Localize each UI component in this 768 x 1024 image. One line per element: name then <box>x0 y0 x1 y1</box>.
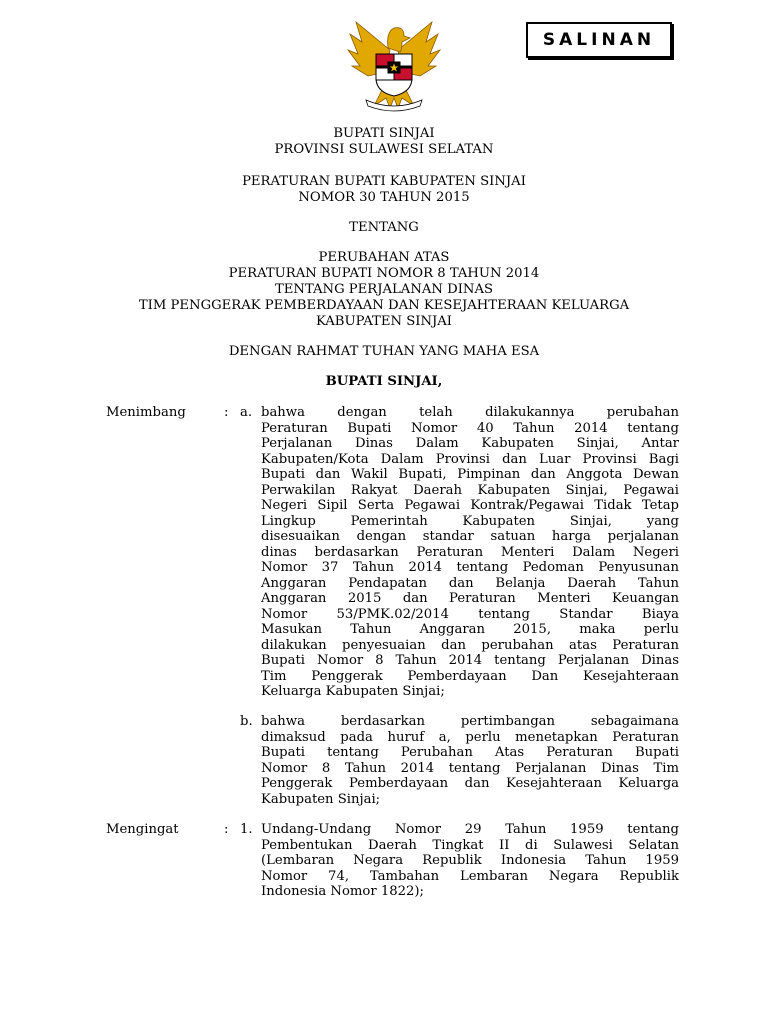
paragraph-line: Perwakilan Rakyat Daerah Kabupaten Sinjai, Pegawai <box>261 482 679 498</box>
paragraph-line: dilakukan penyesuaian dan perubahan atas Peraturan <box>261 637 679 653</box>
paragraph-line: Anggaran Pendapatan dan Belanja Daerah Tahun <box>261 575 679 591</box>
menimbang-label: Menimbang <box>106 405 186 420</box>
paragraph-line: Pembentukan Daerah Tingkat II di Sulawesi Selatan <box>261 837 679 853</box>
subject-line: PERUBAHAN ATAS <box>318 250 450 265</box>
paragraph-line: Peraturan Bupati Nomor 40 Tahun 2014 tentang <box>261 420 679 436</box>
invocation: DENGAN RAHMAT TUHAN YANG MAHA ESA <box>228 344 540 359</box>
paragraph-line: Penggerak Pemberdayaan dan Kesejahteraan Keluarga <box>261 776 679 791</box>
paragraph-line: Kabupaten Sinjai; <box>261 791 381 807</box>
paragraph-line: Negeri Sipil Serta Pegawai Kontrak/Pegawai Tidak Tetap <box>261 498 679 513</box>
paragraph-line: Masukan Tahun Anggaran 2015, maka perlu <box>261 622 679 637</box>
paragraph-line: (Lembaran Negara Republik Indonesia Tahun 1959 <box>261 853 679 868</box>
item-marker: a. <box>240 405 253 420</box>
paragraph-line: Perjalanan Dinas Dalam Kabupaten Sinjai, Antar <box>261 436 679 451</box>
paragraph-line: Nomor 37 Tahun 2014 tentang Pedoman Penyusunan <box>261 560 679 575</box>
paragraph-line: bahwa dengan telah dilakukannya perubahan <box>261 405 679 420</box>
item-marker: b. <box>240 714 253 729</box>
paragraph-line: Nomor 74, Tambahan Lembaran Negara Republik <box>261 868 679 884</box>
paragraph-line: Bupati Nomor 8 Tahun 2014 tentang Perjalanan Dinas <box>261 653 679 668</box>
menimbang-item-a <box>261 405 679 700</box>
province-title: PROVINSI SULAWESI SELATAN <box>274 142 494 157</box>
regulation-number: NOMOR 30 TAHUN 2015 <box>298 190 470 205</box>
salinan-stamp: SALINAN <box>526 22 672 58</box>
paragraph-line: Nomor 53/PMK.02/2014 tentang Standar Biaya <box>261 606 679 622</box>
regulation-title: PERATURAN BUPATI KABUPATEN SINJAI <box>242 174 526 189</box>
paragraph-line: Undang-Undang Nomor 29 Tahun 1959 tentang <box>261 822 679 837</box>
paragraph-line: dimaksud pada huruf a, perlu menetapkan Peraturan <box>261 729 679 745</box>
paragraph-line: Bupati tentang Perubahan Atas Peraturan Bupati <box>261 745 679 760</box>
paragraph-line: Nomor 8 Tahun 2014 tentang Perjalanan Dinas Tim <box>261 760 679 776</box>
paragraph-line: Tim Penggerak Pemberdayaan Dan Kesejahteraan <box>261 668 679 684</box>
paragraph-line: Bupati dan Wakil Bupati, Pimpinan dan Anggota Dewan <box>261 467 679 482</box>
mengingat-label: Mengingat <box>106 822 179 837</box>
subject-line: KABUPATEN SINJAI <box>315 314 453 329</box>
paragraph-line: Anggaran 2015 dan Peraturan Menteri Keuangan <box>261 591 679 606</box>
authority-title: BUPATI SINJAI <box>333 126 435 141</box>
paragraph-line: Kabupaten/Kota Dalam Provinsi dan Luar Provinsi Bagi <box>261 451 679 467</box>
mengingat-colon: : <box>224 822 229 837</box>
subject-line: TENTANG PERJALANAN DINAS <box>274 282 494 297</box>
paragraph-line: bahwa berdasarkan pertimbangan sebagaimana <box>261 714 679 729</box>
signatory-heading: BUPATI SINJAI, <box>325 374 443 389</box>
paragraph-line: Lingkup Pemerintah Kabupaten Sinjai, yang <box>261 513 679 529</box>
subject-line: TIM PENGGERAK PEMBERDAYAAN DAN KESEJAHTERAAN KELUARGA <box>138 298 630 313</box>
paragraph-line: disesuaikan dengan standar satuan harga perjalanan <box>261 529 679 544</box>
subject-line: PERATURAN BUPATI NOMOR 8 TAHUN 2014 <box>228 266 540 281</box>
tentang-heading: TENTANG <box>349 220 419 235</box>
paragraph-line: Keluarga Kabupaten Sinjai; <box>261 684 445 699</box>
garuda-emblem-icon <box>346 20 442 112</box>
item-marker: 1. <box>240 822 253 837</box>
menimbang-colon: : <box>224 405 229 420</box>
menimbang-item-b <box>261 714 679 807</box>
paragraph-line: dinas berdasarkan Peraturan Menteri Dalam Negeri <box>261 544 679 560</box>
paragraph-line: Indonesia Nomor 1822); <box>261 884 424 899</box>
mengingat-item-1 <box>261 822 679 900</box>
